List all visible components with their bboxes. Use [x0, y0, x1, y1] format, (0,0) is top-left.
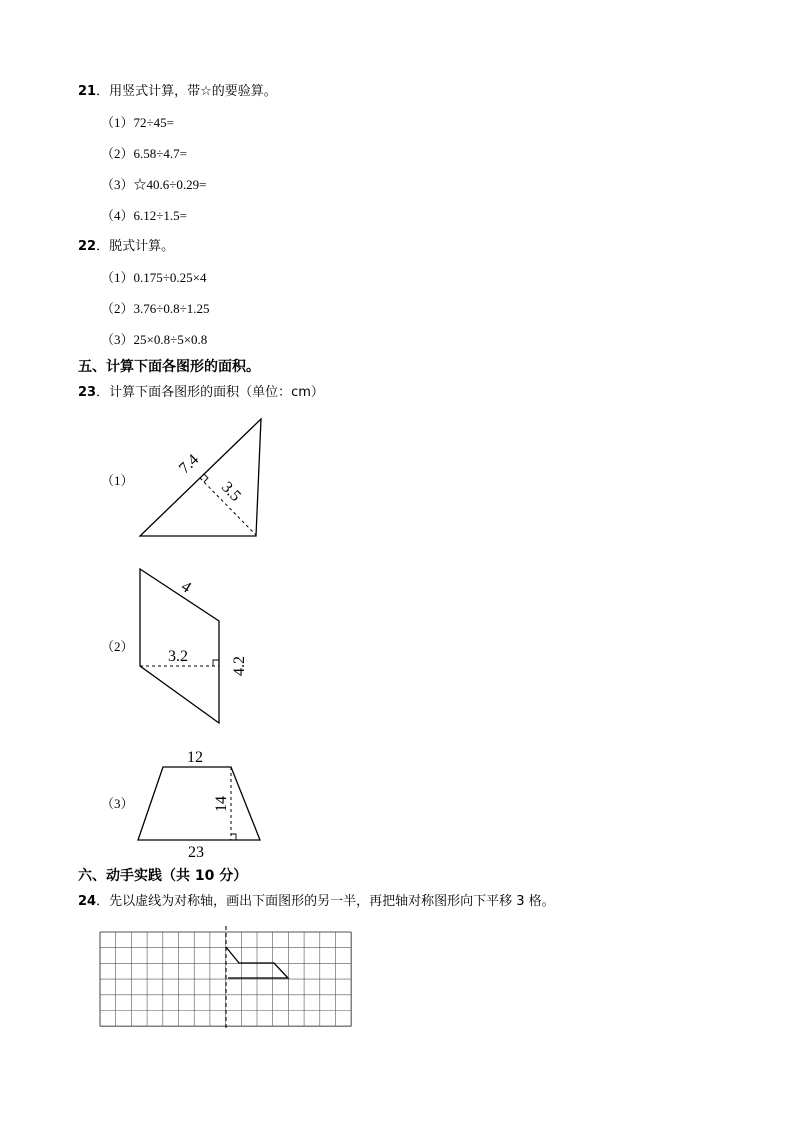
q24-number: 24 — [78, 894, 97, 909]
q21-item-2: （2）6.58÷4.7= — [101, 146, 187, 161]
q21-item-1: （1）72÷45= — [101, 115, 174, 130]
q21-item-3: （3）☆40.6÷0.29= — [101, 177, 207, 192]
q22-item-3: （3）25×0.8÷5×0.8 — [101, 332, 208, 347]
q22-item-2: （2）3.76÷0.8÷1.25 — [101, 301, 210, 316]
fig3-label: （3） — [101, 796, 134, 811]
parallelogram-side-label: 4 — [178, 578, 195, 597]
triangle-height-label: 3.5 — [217, 478, 245, 505]
triangle-outline — [140, 419, 261, 536]
section6-heading: 六、动手实践（共 10 分） — [78, 868, 248, 884]
fig1-label: （1） — [101, 473, 134, 488]
trapezoid-outline — [138, 767, 260, 840]
q22-number: 22 — [78, 239, 97, 254]
section5-heading: 五、计算下面各图形的面积。 — [78, 359, 260, 375]
parallelogram-height-label: 3.2 — [168, 648, 188, 665]
trapezoid-top-label: 12 — [187, 749, 203, 766]
fig2-label: （2） — [101, 639, 134, 654]
parallelogram-base-label: 4.2 — [231, 656, 248, 676]
q22-item-1: （1）0.175÷0.25×4 — [101, 270, 207, 285]
parallelogram-right-angle-mark — [213, 660, 219, 666]
q23-text: ．计算下面各图形的面积（单位：cm） — [96, 385, 324, 400]
trapezoid-right-angle-mark — [231, 834, 236, 840]
q23-number: 23 — [78, 385, 97, 400]
q21-item-4: （4）6.12÷1.5= — [101, 208, 187, 223]
triangle-figure — [140, 419, 261, 536]
q21-text: ．用竖式计算，带☆的要验算。 — [96, 84, 277, 99]
q24-text: ．先以虚线为对称轴，画出下面图形的另一半，再把轴对称图形向下平移 3 格。 — [96, 894, 555, 909]
triangle-side-label: 7.4 — [175, 451, 203, 478]
triangle-right-angle-mark — [204, 474, 208, 482]
trapezoid-bottom-label: 23 — [188, 844, 204, 861]
q21-number: 21 — [78, 84, 97, 99]
q24-title — [78, 894, 555, 910]
trapezoid-height-label: 14 — [213, 796, 230, 812]
q22-text: ．脱式计算。 — [96, 239, 175, 254]
parallelogram-figure — [140, 569, 248, 723]
trapezoid-figure — [138, 749, 260, 861]
